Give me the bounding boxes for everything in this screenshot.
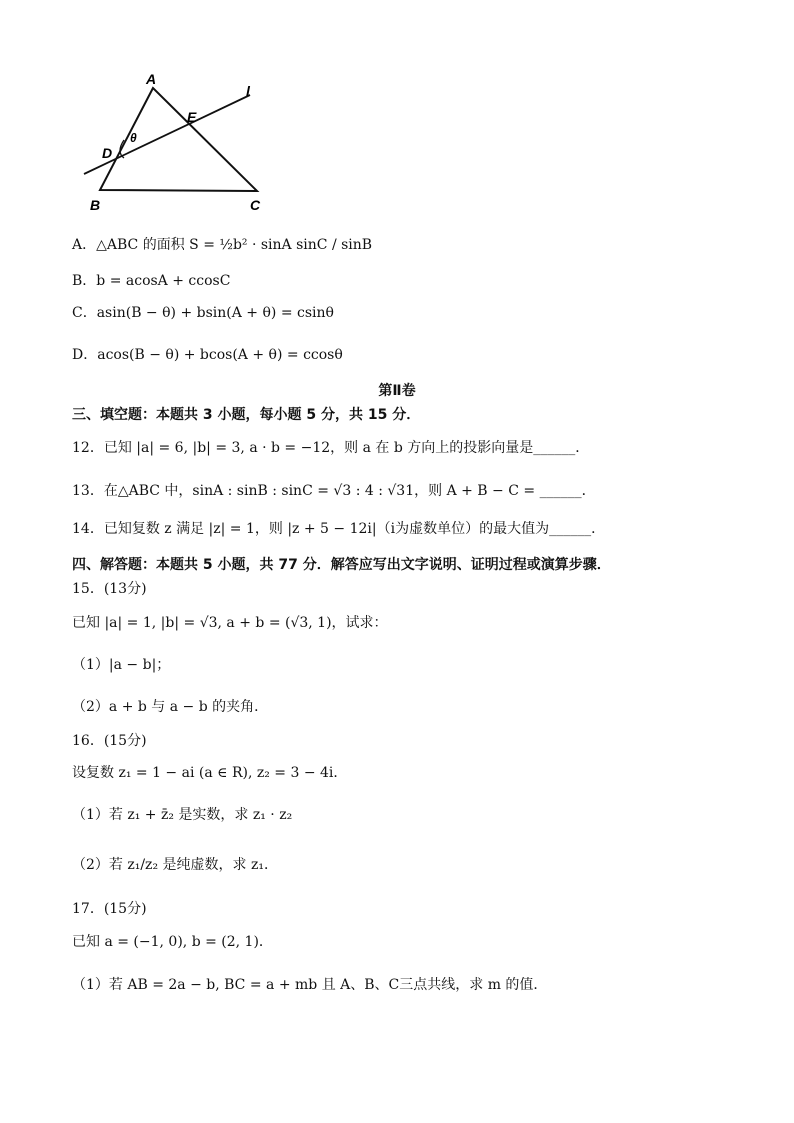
option-b: B．b = acosA + ccosC xyxy=(72,273,231,289)
section-title: 第Ⅱ卷 xyxy=(378,383,416,399)
question-16-part2: （2）若 z₁/z₂ 是纯虚数，求 z₁． xyxy=(72,857,278,873)
question-15-stem: 已知 |a| = 1, |b| = √3, a + b = (√3, 1)，试求： xyxy=(72,615,388,631)
option-d: D．acos(B − θ) + bcos(A + θ) = ccosθ xyxy=(72,347,343,363)
section4-heading: 四、解答题：本题共 5 小题，共 77 分．解答应写出文字说明、证明过程或演算步骤． xyxy=(72,557,611,573)
question-17-stem: 已知 a = (−1, 0), b = (2, 1)． xyxy=(72,934,273,950)
question-17-head: 17．(15分) xyxy=(72,901,147,917)
question-16-head: 16．(15分) xyxy=(72,733,147,749)
question-14: 14．已知复数 z 满足 |z| = 1，则 |z + 5 − 12i|（i为虚数单位）的最大值为______． xyxy=(72,521,606,537)
option-a: A．△ABC 的面积 S = ½b² · sinA sinC / sinB xyxy=(72,237,373,253)
label-D: D xyxy=(102,145,113,161)
label-theta: θ xyxy=(130,131,137,145)
triangle-figure xyxy=(80,70,280,220)
question-16-part1: （1）若 z₁ + z̄₂ 是实数，求 z₁ · z₂ xyxy=(72,807,293,823)
label-B: B xyxy=(90,197,101,213)
label-C: C xyxy=(250,197,261,213)
question-13: 13．在△ABC 中，sinA : sinB : sinC = √3 : 4 : √31，则 A + B − C = ______． xyxy=(72,483,596,499)
label-l: l xyxy=(246,83,250,99)
question-15-part1: （1）|a − b|； xyxy=(72,657,171,673)
label-E: E xyxy=(187,109,197,125)
option-c: C．asin(B − θ) + bsin(A + θ) = csinθ xyxy=(72,305,334,321)
line-l xyxy=(84,95,250,174)
label-A: A xyxy=(146,71,157,87)
question-12: 12．已知 |a| = 6, |b| = 3, a · b = −12，则 a 在 b 方向上的投影向量是______． xyxy=(72,440,590,456)
question-16-stem: 设复数 z₁ = 1 − ai (a ∈ R), z₂ = 3 − 4i． xyxy=(72,765,348,781)
question-17-part1: （1）若 AB = 2a − b, BC = a + mb 且 A、B、C三点共线，求 m 的值． xyxy=(72,977,548,993)
section3-heading: 三、填空题：本题共 3 小题，每小题 5 分，共 15 分． xyxy=(72,407,421,423)
question-15-head: 15．(13分) xyxy=(72,581,147,597)
question-15-part2: （2）a + b 与 a − b 的夹角． xyxy=(72,699,269,715)
